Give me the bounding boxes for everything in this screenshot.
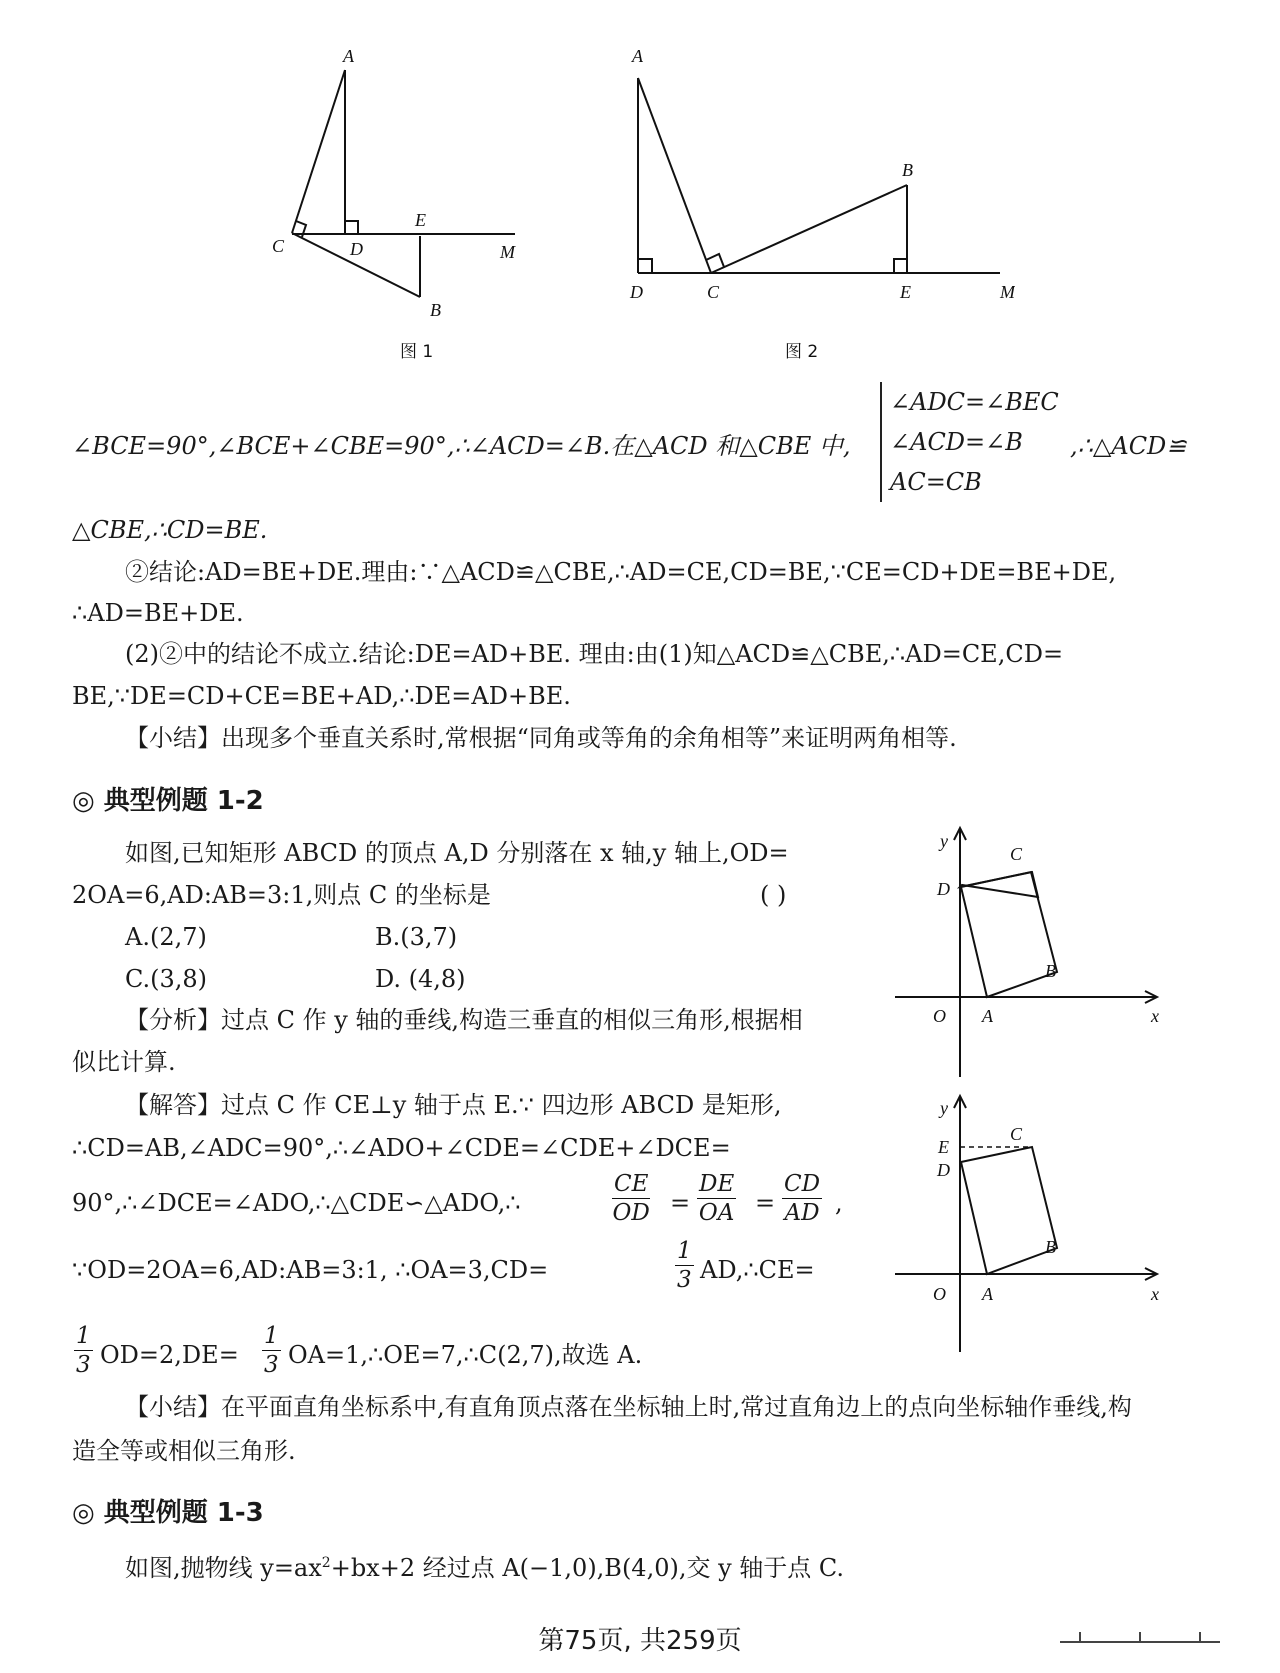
fig1-label-b: B (430, 300, 441, 320)
fig3-label-o: O (933, 1006, 946, 1026)
corner-marks (1060, 1628, 1220, 1648)
summary-2-line-1: 【小结】在平面直角坐标系中,有直角顶点落在坐标轴上时,常过直角边上的点向坐标轴作垂线,构 (125, 1393, 1132, 1421)
equals-sign: = (755, 1189, 776, 1217)
figure-1 (250, 40, 540, 360)
fraction-numerator: DE (699, 1171, 735, 1197)
fig2-caption: 图 2 (785, 342, 819, 360)
fig3-label-d: D (937, 879, 950, 899)
fraction-one-third (675, 1237, 694, 1294)
figure-2 (615, 40, 1015, 360)
fig4-label-o: O (933, 1284, 946, 1304)
fraction-denominator: OD (612, 1200, 650, 1226)
example-1-3-question (125, 1548, 844, 1583)
fig4-label-x: x (1151, 1284, 1159, 1304)
fraction-numerator: CD (784, 1171, 821, 1197)
answer-line-4-pre: ∵OD=2OA=6,AD:AB=3:1, ∴OA=3,CD= (72, 1256, 549, 1284)
answer-line-3: 90°,∴∠DCE=∠ADO,∴△CDE∽△ADO,∴ (72, 1189, 521, 1217)
analysis-line-2: 似比计算. (72, 1048, 176, 1076)
solution-line-5: (2)②中的结论不成立.结论:DE=AD+BE. 理由:由(1)知△ACD≌△CBE,∴AD=CE,CD= (125, 640, 1064, 668)
fraction-numerator: 1 (677, 1238, 692, 1264)
answer-line-2: ∴CD=AB,∠ADC=90°,∴∠ADO+∠CDE=∠CDE+∠DCE= (72, 1134, 731, 1162)
fig2-label-m: M (1000, 282, 1015, 302)
fraction-one-third (74, 1322, 93, 1379)
system-row-1: ∠ADC=∠BEC (890, 388, 1059, 416)
solution-line-1: ∠BCE=90°,∠BCE+∠CBE=90°,∴∠ACD=∠B.在△ACD 和△CBE 中, (72, 432, 851, 460)
fig4-label-a: A (982, 1284, 993, 1304)
fig1-caption: 图 1 (400, 342, 434, 360)
figure-3-coordinate-plane (890, 822, 1170, 1082)
fraction-denominator: 3 (264, 1352, 279, 1378)
answer-paren: ( ) (760, 881, 787, 909)
system-row-2: ∠ACD=∠B (890, 428, 1023, 456)
fig2-label-d: D (630, 282, 643, 302)
solution-line-6: BE,∵DE=CD+CE=BE+AD,∴DE=AD+BE. (72, 682, 571, 710)
fig1-label-a: A (343, 46, 354, 66)
fig1-label-d: D (350, 239, 363, 259)
fig3-label-a: A (982, 1006, 993, 1026)
summary-1: 【小结】出现多个垂直关系时,常根据“同角或等角的余角相等”来证明两角相等. (125, 724, 957, 752)
fig3-label-b: B (1045, 961, 1056, 981)
example-1-2-question-2: 2OA=6,AD:AB=3:1,则点 C 的坐标是 (72, 881, 491, 909)
fraction-numerator: 1 (264, 1323, 279, 1349)
fraction-ce-od (612, 1170, 650, 1227)
example-1-2-heading: ◎ 典型例题 1-2 (72, 786, 264, 816)
fig1-label-e: E (415, 210, 426, 230)
question-part-b: +bx+2 经过点 A(−1,0),B(4,0),交 y 轴于点 C. (330, 1554, 845, 1582)
fig4-label-c: C (1010, 1124, 1023, 1144)
example-1-2-question-1: 如图,已知矩形 ABCD 的顶点 A,D 分别落在 x 轴,y 轴上,OD= (125, 839, 789, 867)
fraction-cd-ad (782, 1170, 822, 1227)
fraction-numerator: 1 (76, 1323, 91, 1349)
answer-line-1: 【解答】过点 C 作 CE⊥y 轴于点 E.∵ 四边形 ABCD 是矩形, (125, 1091, 782, 1119)
question-part-a: 如图,抛物线 y=ax (125, 1554, 322, 1582)
option-b: B.(3,7) (375, 923, 458, 951)
comma: , (835, 1189, 843, 1217)
fig3-label-c: C (1010, 844, 1023, 864)
option-a: A.(2,7) (125, 923, 207, 951)
fraction-one-third (262, 1322, 281, 1379)
fig4-label-d: D (937, 1160, 950, 1180)
fig4-label-y: y (940, 1098, 948, 1118)
fraction-denominator: OA (698, 1200, 735, 1226)
answer-line-4-post: AD,∴CE= (700, 1256, 815, 1284)
fig3-label-y: y (940, 831, 948, 851)
fig2-label-e: E (900, 282, 911, 302)
option-c: C.(3,8) (125, 965, 208, 993)
answer-line-5-b: OA=1,∴OE=7,∴C(2,7),故选 A. (288, 1341, 643, 1369)
fraction-denominator: 3 (677, 1267, 692, 1293)
fig4-label-e: E (938, 1137, 949, 1157)
superscript: 2 (321, 1555, 331, 1571)
fraction-denominator: 3 (76, 1352, 91, 1378)
analysis-line-1: 【分析】过点 C 作 y 轴的垂线,构造三垂直的相似三角形,根据相 (125, 1006, 803, 1034)
figure-4-coordinate-plane (890, 1090, 1170, 1360)
fig4-label-b: B (1045, 1237, 1056, 1257)
example-1-3-heading: ◎ 典型例题 1-3 (72, 1498, 264, 1528)
fig2-label-b: B (902, 160, 913, 180)
solution-line-2: △CBE,∴CD=BE. (72, 516, 268, 544)
fig3-label-x: x (1151, 1006, 1159, 1026)
fig2-label-a: A (632, 46, 643, 66)
solution-line-3: ②结论:AD=BE+DE.理由:∵△ACD≌△CBE,∴AD=CE,CD=BE,∵CE=CD+DE=BE+DE, (125, 558, 1117, 586)
solution-line-4: ∴AD=BE+DE. (72, 599, 244, 627)
option-d: D. (4,8) (375, 965, 466, 993)
fig2-label-c: C (707, 282, 720, 302)
page-number: 第75页, 共259页 (538, 1626, 742, 1656)
answer-line-5-a: OD=2,DE= (100, 1341, 239, 1369)
fraction-numerator: CE (614, 1171, 649, 1197)
system-row-3: AC=CB (890, 468, 982, 496)
fig1-label-m: M (500, 242, 515, 262)
fraction-denominator: AD (784, 1200, 820, 1226)
fraction-de-oa (697, 1170, 736, 1227)
fig1-label-c: C (272, 236, 285, 256)
summary-2-line-2: 造全等或相似三角形. (72, 1437, 296, 1465)
equals-sign: = (670, 1189, 691, 1217)
system-tail: ,∴△ACD≌ (1070, 432, 1187, 460)
